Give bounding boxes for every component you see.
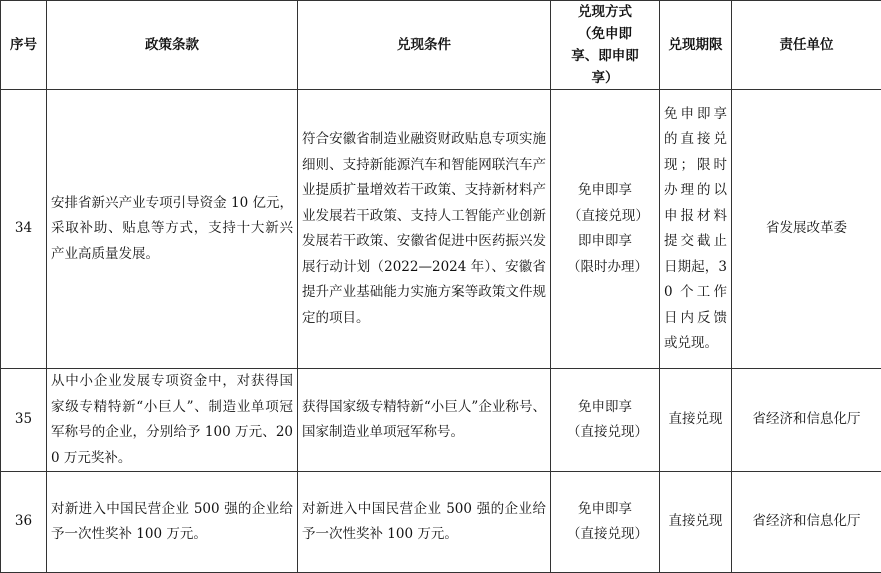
cell-unit: 省经济和信息化厅 [732, 369, 881, 472]
cell-policy: 对新进入中国民营企业 500 强的企业给予一次性奖补 100 万元。 [47, 472, 298, 573]
cell-method: 免申即享（直接兑现）即申即享（限时办理） [551, 90, 660, 369]
cell-condition: 对新进入中国民营企业 500 强的企业给予一次性奖补 100 万元。 [298, 472, 551, 573]
header-period: 兑现期限 [660, 1, 732, 90]
cell-method: 免申即享（直接兑现） [551, 472, 660, 573]
cell-condition: 符合安徽省制造业融资财政贴息专项实施细则、支持新能源汽车和智能网联汽车产业提质扩量增效若干政策、支持新材料产业发展若干政策、支持人工智能产业创新发展若干政策、安徽省促进中医药振兴发展行动计划（2022—2024 年）、安徽省提升产业基础能力实施方案等政策文件规定的项目。 [298, 90, 551, 369]
cell-method: 免申即享（直接兑现） [551, 369, 660, 472]
cell-unit: 省经济和信息化厅 [732, 472, 881, 573]
table-row [1, 90, 881, 369]
cell-period: 直接兑现 [660, 369, 732, 472]
cell-condition: 获得国家级专精特新“小巨人”企业称号、国家制造业单项冠军称号。 [298, 369, 551, 472]
cell-period: 免申即享的直接兑现；限时办理的以申报材料提交截止日期起，30 个工作日内反馈或兑现。 [660, 90, 732, 369]
header-seq: 序号 [1, 1, 47, 90]
cell-policy: 从中小企业发展专项资金中，对获得国家级专精特新“小巨人”、制造业单项冠军称号的企业，分别给予 100 万元、200 万元奖补。 [47, 369, 298, 472]
table-row [1, 472, 881, 573]
header-condition: 兑现条件 [298, 1, 551, 90]
table-row [1, 369, 881, 472]
table-header-row [1, 1, 881, 90]
cell-period: 直接兑现 [660, 472, 732, 573]
cell-seq: 36 [1, 472, 47, 573]
cell-seq: 34 [1, 90, 47, 369]
cell-seq: 35 [1, 369, 47, 472]
cell-unit: 省发展改革委 [732, 90, 881, 369]
cell-policy: 安排省新兴产业专项引导资金 10 亿元，采取补助、贴息等方式，支持十大新兴产业高质量发展。 [47, 90, 298, 369]
header-policy: 政策条款 [47, 1, 298, 90]
header-unit: 责任单位 [732, 1, 881, 90]
header-method: 兑现方式（免申即享、即申即享） [551, 1, 660, 90]
